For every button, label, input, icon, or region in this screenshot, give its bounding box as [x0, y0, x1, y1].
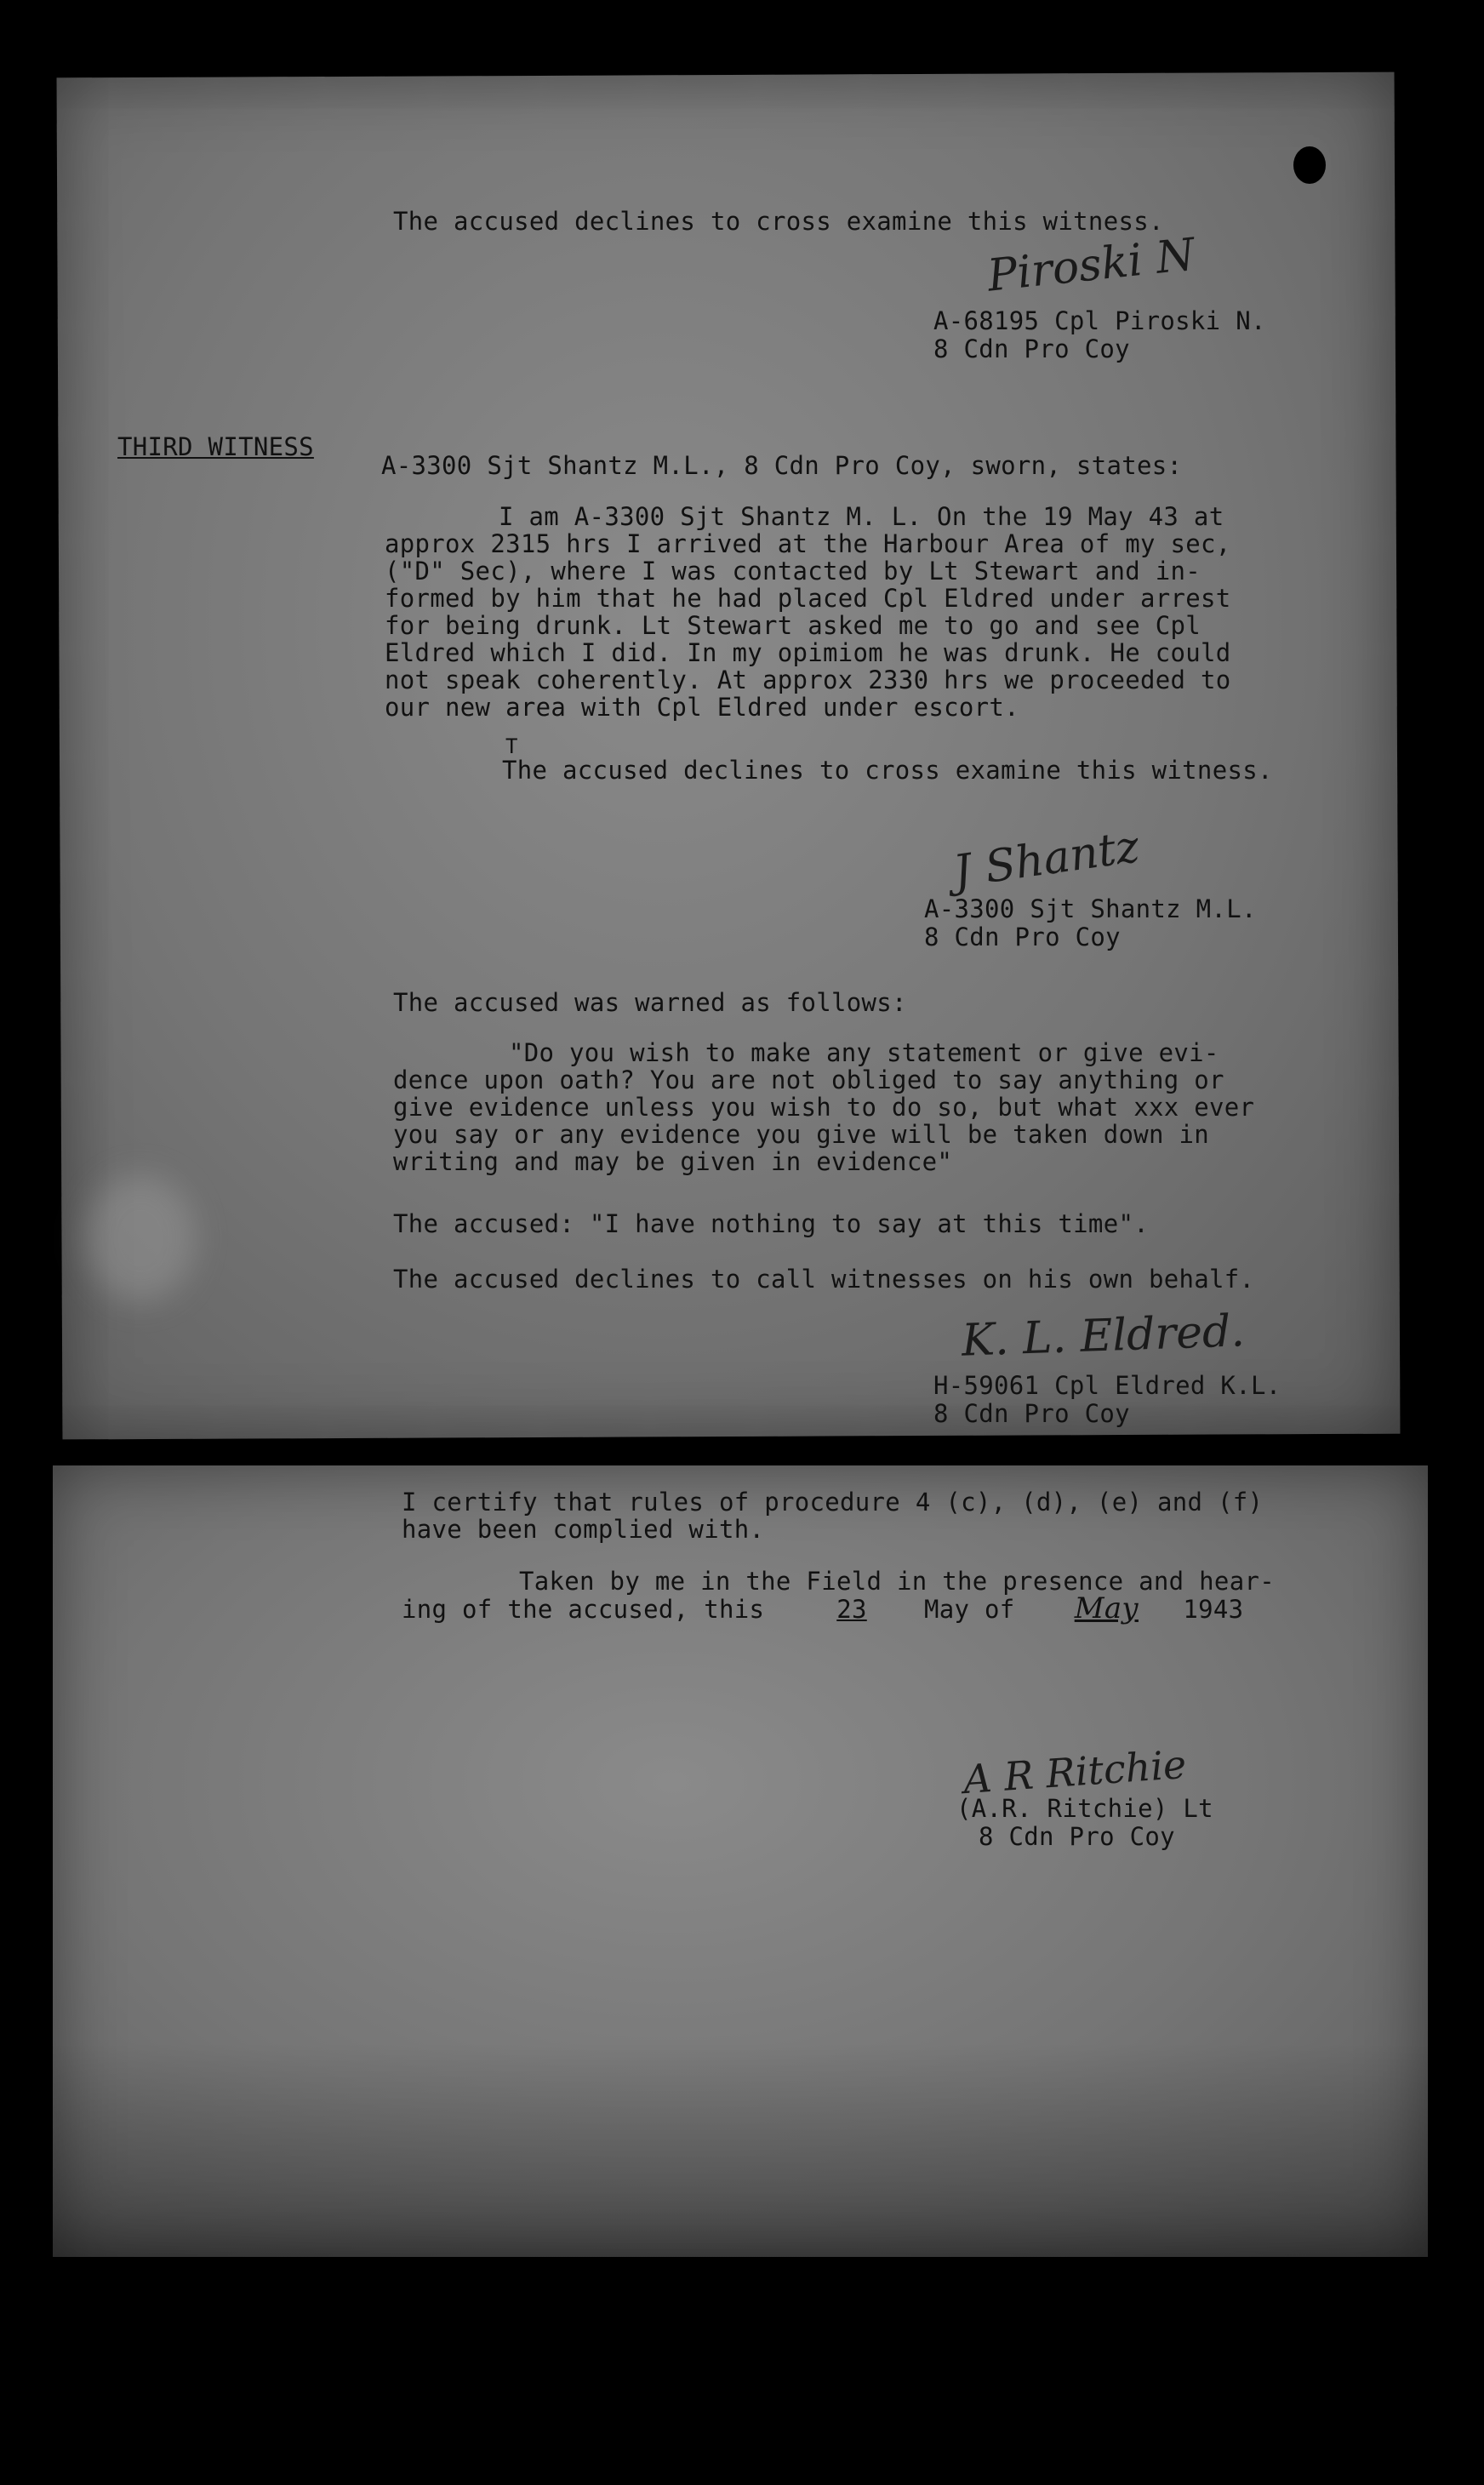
- decline-cross-exam-2: The accused declines to cross examine this witness.: [502, 756, 1273, 785]
- punch-hole: [1293, 146, 1326, 184]
- warning-line: you say or any evidence you give will be taken down in: [393, 1120, 1210, 1149]
- statement-line: formed by him that he had placed Cpl Eldred under arrest: [385, 584, 1231, 613]
- signature-ritchie: A R Ritchie: [962, 1740, 1188, 1803]
- statement-line: our new area with Cpl Eldred under escort.: [385, 693, 1019, 722]
- signature-piroski: Piroski N: [985, 229, 1198, 302]
- shantz-name: A-3300 Sjt Shantz M.L.: [924, 894, 1257, 923]
- eldred-unit: 8 Cdn Pro Coy: [933, 1399, 1130, 1428]
- warning-line: "Do you wish to make any statement or give evi-: [509, 1038, 1219, 1067]
- taken-day-suffix: May of: [924, 1595, 1015, 1624]
- statement-line: approx 2315 hrs I arrived at the Harbour Area of my sec,: [385, 529, 1231, 558]
- paper-smudge: [85, 1174, 196, 1302]
- statement-line: not speak coherently. At approx 2330 hrs we proceeded to: [385, 666, 1231, 694]
- taken-year: 1943: [1183, 1595, 1244, 1624]
- taken-prefix: ing of the accused, this: [402, 1595, 765, 1624]
- ritchie-unit: 8 Cdn Pro Coy: [979, 1822, 1175, 1851]
- decline-cross-exam-1: The accused declines to cross examine this witness.: [393, 207, 1164, 236]
- warning-line: dence upon oath? You are not obliged to say anything or: [393, 1065, 1224, 1094]
- certify-line: have been complied with.: [402, 1515, 765, 1544]
- certify-line: I certify that rules of procedure 4 (c), (d), (e) and (f): [402, 1488, 1264, 1517]
- ritchie-name: (A.R. Ritchie) Lt: [956, 1794, 1213, 1823]
- taken-line-1: Taken by me in the Field in the presence and hear-: [519, 1567, 1275, 1596]
- accused-statement: The accused: "I have nothing to say at this time".: [393, 1209, 1149, 1238]
- statement-line: Eldred which I did. In my opimiom he was drunk. He could: [385, 638, 1231, 667]
- eldred-name: H-59061 Cpl Eldred K.L.: [933, 1371, 1281, 1400]
- shantz-unit: 8 Cdn Pro Coy: [924, 923, 1121, 951]
- third-witness-heading: THIRD WITNESS: [117, 432, 314, 461]
- warned-line: The accused was warned as follows:: [393, 988, 907, 1017]
- piroski-unit: 8 Cdn Pro Coy: [933, 334, 1130, 363]
- taken-month: May: [1074, 1591, 1139, 1625]
- taken-day: 23: [836, 1595, 867, 1624]
- warning-line: writing and may be given in evidence": [393, 1147, 953, 1176]
- witness-intro: A-3300 Sjt Shantz M.L., 8 Cdn Pro Coy, sworn, states:: [381, 451, 1183, 480]
- page-shadow: [53, 2042, 1428, 2257]
- taken-line-2: [402, 1591, 1244, 1625]
- warning-line: give evidence unless you wish to do so, but what xxx ever: [393, 1093, 1255, 1122]
- no-witnesses-line: The accused declines to call witnesses on his own behalf.: [393, 1265, 1255, 1294]
- signature-eldred: K. L. Eldred.: [961, 1305, 1246, 1367]
- statement-line: for being drunk. Lt Stewart asked me to go and see Cpl: [385, 611, 1201, 640]
- statement-line: ("D" Sec), where I was contacted by Lt Stewart and in-: [385, 557, 1201, 586]
- statement-line: I am A-3300 Sjt Shantz M. L. On the 19 May 43 at: [499, 502, 1224, 531]
- stray-letter: T: [505, 734, 518, 758]
- piroski-name: A-68195 Cpl Piroski N.: [933, 306, 1266, 335]
- signature-shantz: J Shantz: [950, 821, 1143, 898]
